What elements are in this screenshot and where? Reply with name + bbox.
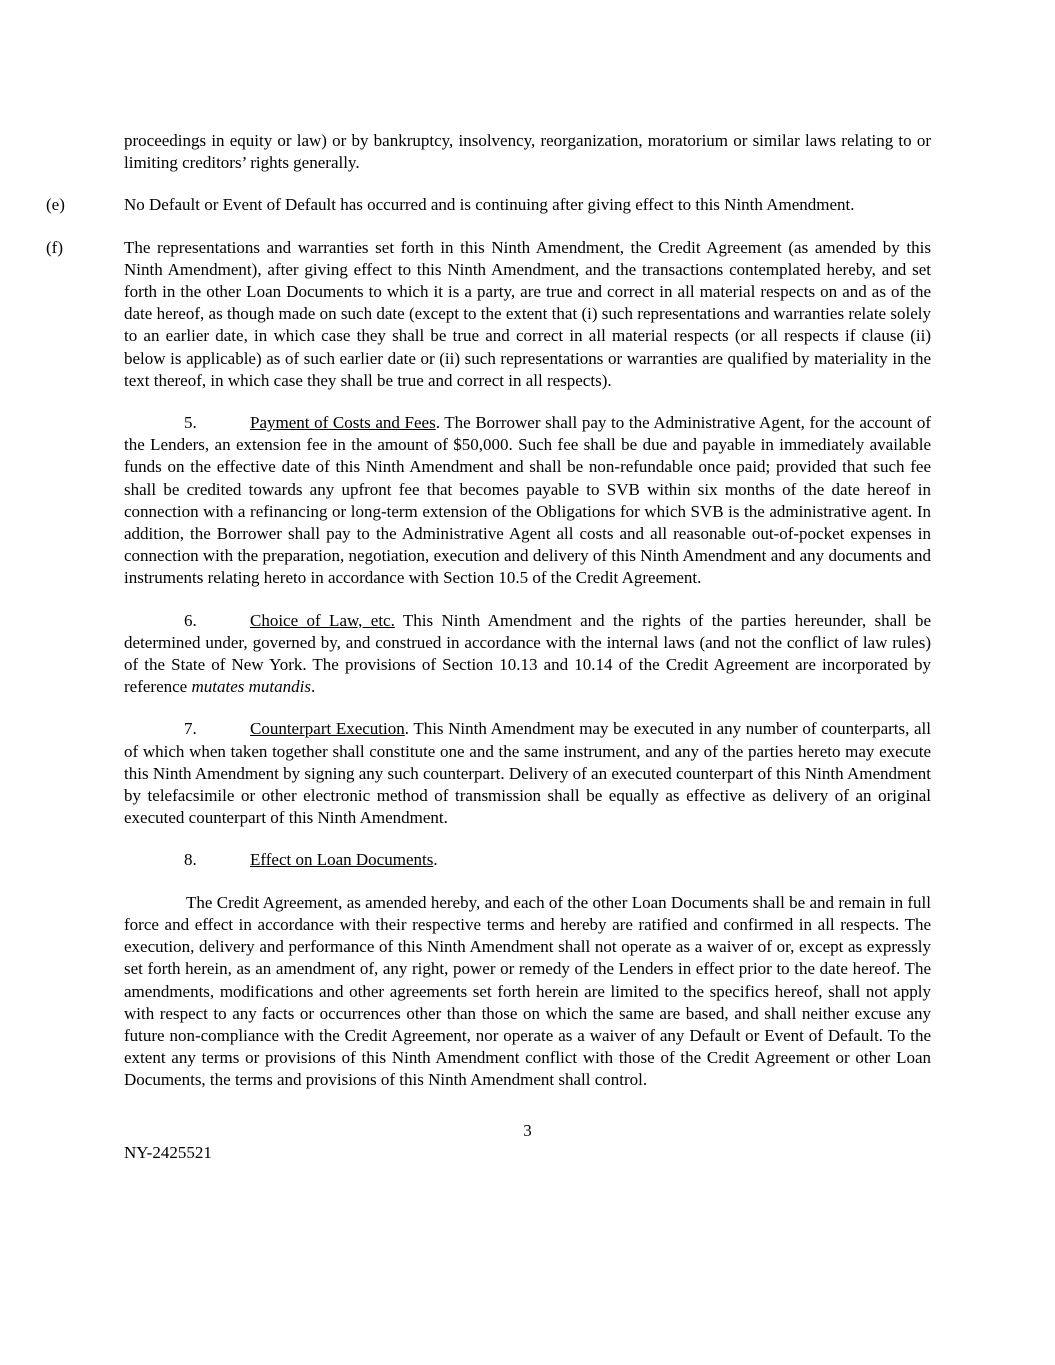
list-item-e-text: No Default or Event of Default has occurred and is continuing after giving effect to this Ninth Amendment. <box>124 195 855 215</box>
section-6-body-end: . <box>310 677 316 697</box>
section-6-after-heading <box>395 611 403 630</box>
section-7-body: This Ninth Amendment may be executed in any number of counterparts, all of which when taken together shall constitute one and the same instrument, and any of the parties hereto may execute this Ninth Amendment by signing any such counterpart. Delivery of an executed counterpart of this Ninth Amendment by telefacsimile or other electronic method of transmission shall be equally as effective as delivery of an original executed counterpart of this Ninth Amendment. <box>124 719 931 828</box>
section-8-number: 8. <box>184 850 197 870</box>
section-6-body: This Ninth Amendment and the rights of the parties hereunder, shall be determined under, governed by, and construed in accordance with the internal laws (and not the conflict of law rules) of the State of New York. The provisions of Section 10.13 and 10.14 of the Credit Agreement are incorporated by reference <box>124 610 931 697</box>
section-5-body: The Borrower shall pay to the Administrative Agent, for the account of the Lenders, an extension fee in the amount of $50,000. Such fee shall be due and payable in immediately available funds on the effective date of this Ninth Amendment and shall be non-refundable once paid; provided that such fee shall be credited towards any upfront fee that becomes payable to SVB within six months of the date hereof in connection with a refinancing or long-term extension of the Obligations for which SVB is the administrative agent. In addition, the Borrower shall pay to the Administrative Agent all costs and all reasonable out-of-pocket expenses in connection with the preparation, negotiation, execution and delivery of this Ninth Amendment and any documents and instruments relating hereto in accordance with Section 10.5 of the Credit Agreement. <box>124 413 931 588</box>
section-5-after-heading: . <box>435 413 445 433</box>
section-8-heading: Effect on Loan Documents <box>250 850 434 870</box>
paragraph-continuation: proceedings in equity or law) or by bankruptcy, insolvency, reorganization, moratorium or similar laws relating to or limiting creditors’ rights generally. <box>124 131 931 173</box>
page-number: 3 <box>523 1120 532 1140</box>
section-6-number: 6. <box>184 610 197 630</box>
list-item-f <box>46 237 931 392</box>
paragraph-effect-body: The Credit Agreement, as amended hereby, and each of the other Loan Documents shall be and remain in full force and effect in accordance with their respective terms and hereby are ratified and confirmed in all respects. The execution, delivery and performance of this Ninth Amendment shall not operate as a waiver of or, except as expressly set forth herein, as an amendment of, any right, power or remedy of the Lenders in effect prior to the date hereof. The amendments, modifications and other agreements set forth herein are limited to the specifics hereof, shall not apply with respect to any facts or occurrences other than those on which the same are based, and shall neither excuse any future non-compliance with the Credit Agreement, nor operate as a waiver of any Default or Event of Default. To the extent any terms or provisions of this Ninth Amendment conflict with those of the Credit Agreement or other Loan Documents, the terms and provisions of this Ninth Amendment shall control. <box>124 892 931 1090</box>
section-5-number: 5. <box>184 413 197 433</box>
list-item-f-label: (f) <box>46 237 63 257</box>
section-7-after-heading: . <box>404 719 414 739</box>
section-7-heading: Counterpart Execution <box>250 719 405 739</box>
section-6-latin-phrase: mutates mutandis <box>191 677 311 697</box>
section-5-payment-of-costs-and-fees <box>124 412 931 590</box>
section-5-heading: Payment of Costs and Fees <box>250 413 436 433</box>
section-8-after-heading: . <box>433 850 438 870</box>
document-id: NY-2425521 <box>124 1142 212 1162</box>
list-item-e-label: (e) <box>46 195 65 215</box>
section-6-choice-of-law <box>124 610 931 699</box>
section-7-counterpart-execution <box>124 718 931 829</box>
list-item-f-text: The representations and warranties set forth in this Ninth Amendment, the Credit Agreement (as amended by this Ninth Amendment), after giving effect to this Ninth Amendment, and the transactions contemplated hereby, and set forth in the other Loan Documents to which it is a party, are true and correct in all material respects on and as of the date hereof, as though made on such date (except to the extent that (i) such representations and warranties relate solely to an earlier date, in which case they shall be true and correct in all material respects (or all respects if clause (ii) below is applicable) as of such earlier date or (ii) such representations or warranties are qualified by materiality in the text thereof, in which case they shall be true and correct in all respects). <box>124 237 931 390</box>
list-item-e <box>46 194 931 216</box>
section-7-number: 7. <box>184 719 197 739</box>
section-8-effect-on-loan-documents <box>124 849 931 871</box>
section-6-heading: Choice of Law, etc. <box>250 610 395 630</box>
